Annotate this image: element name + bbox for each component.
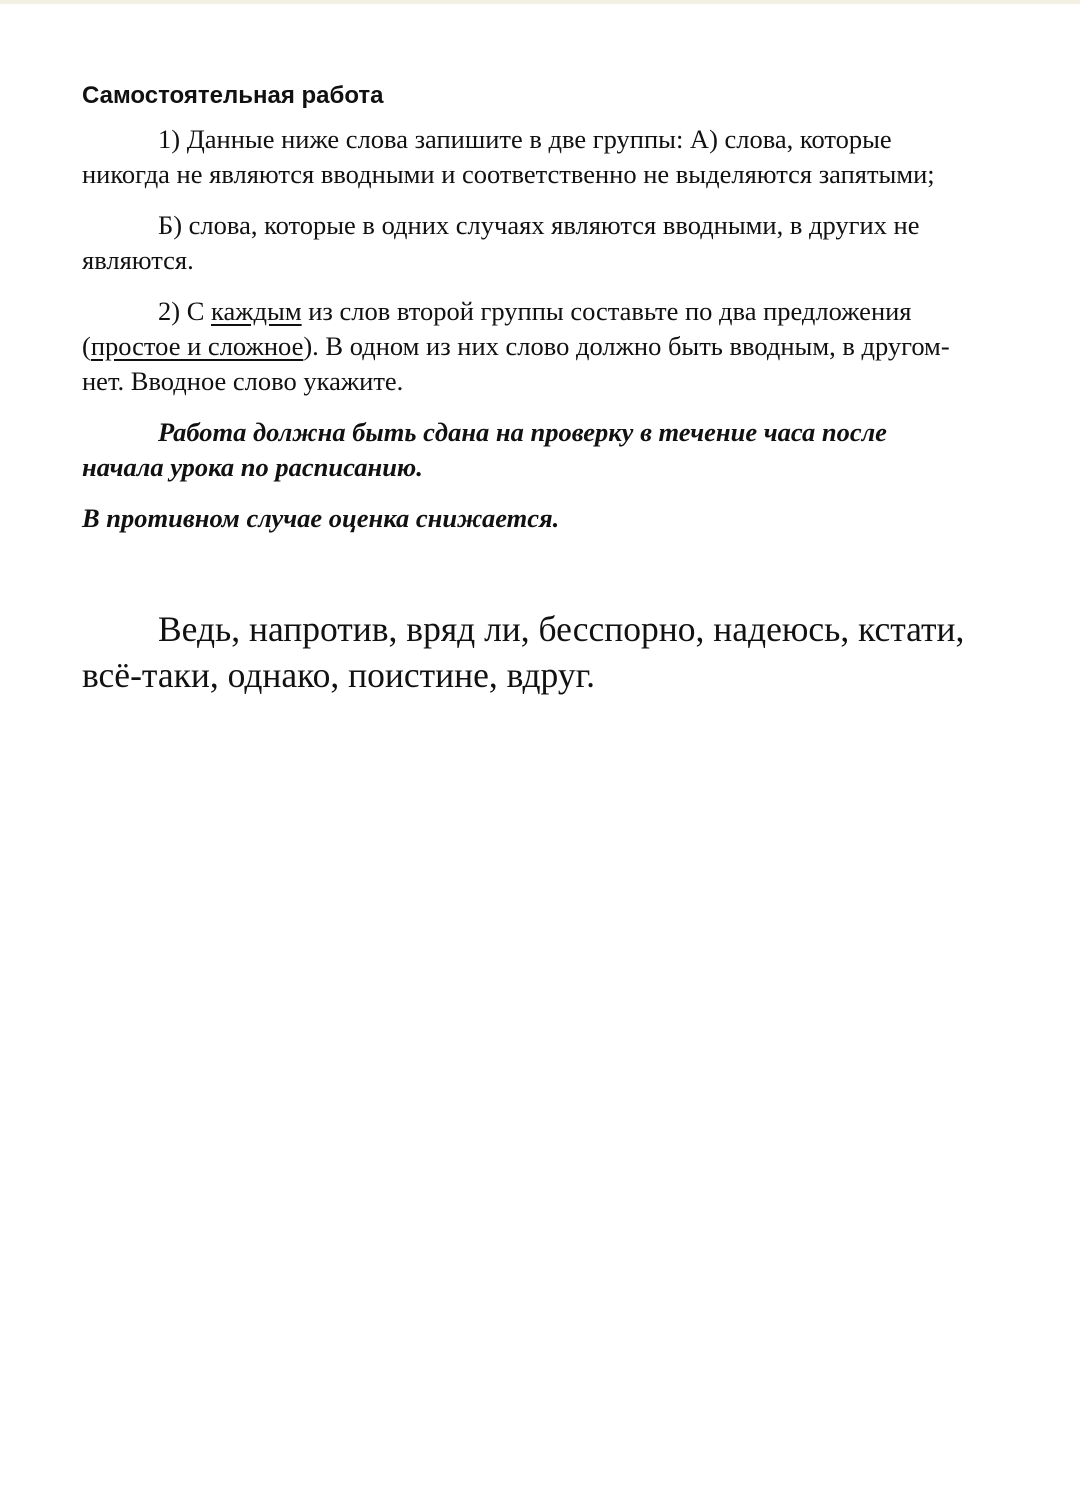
task-1b-line-2: являются.	[82, 245, 194, 275]
task-2-underlined-word: каждым	[211, 296, 302, 326]
deadline-paragraph	[82, 415, 1048, 485]
task-1-line-1: 1) Данные ниже слова запишите в две группы: А) слова, которые	[158, 124, 892, 154]
task-2-rest-2: ). В одном из них слово должно быть вводным, в другом-	[303, 331, 950, 361]
task-1-line-2: никогда не являются вводными и соответственно не выделяются запятыми;	[82, 159, 935, 189]
task-1-paragraph	[82, 122, 1048, 192]
penalty-paragraph: В противном случае оценка снижается.	[82, 503, 560, 533]
task-2-paren: (	[82, 331, 91, 361]
document-page	[82, 76, 1048, 698]
word-list	[82, 606, 1048, 698]
task-2-line-2	[82, 329, 1048, 364]
task-2-line-1	[82, 294, 1048, 329]
task-2-underlined-phrase: простое и сложное	[90, 331, 304, 361]
task-2-line-3: нет. Вводное слово укажите.	[82, 366, 404, 396]
word-list-line-2: всё-таки, однако, поистине, вдруг.	[82, 655, 595, 695]
task-2-rest-1: из слов второй группы составьте по два предложения	[301, 296, 912, 326]
task-2-paragraph	[82, 294, 1048, 399]
task-1b-paragraph	[82, 208, 1048, 278]
word-list-line-1: Ведь, напротив, вряд ли, бесспорно, надеюсь, кстати,	[158, 609, 965, 649]
task-1b-line-1: Б) слова, которые в одних случаях являются вводными, в других не	[158, 210, 920, 240]
deadline-line-1: Работа должна быть сдана на проверку в течение часа после	[158, 417, 887, 447]
task-2-prefix: 2) С	[158, 296, 211, 326]
top-edge-strip	[0, 0, 1080, 4]
page-title: Самостоятельная работа	[82, 82, 384, 109]
deadline-line-2: начала урока по расписанию.	[82, 452, 423, 482]
